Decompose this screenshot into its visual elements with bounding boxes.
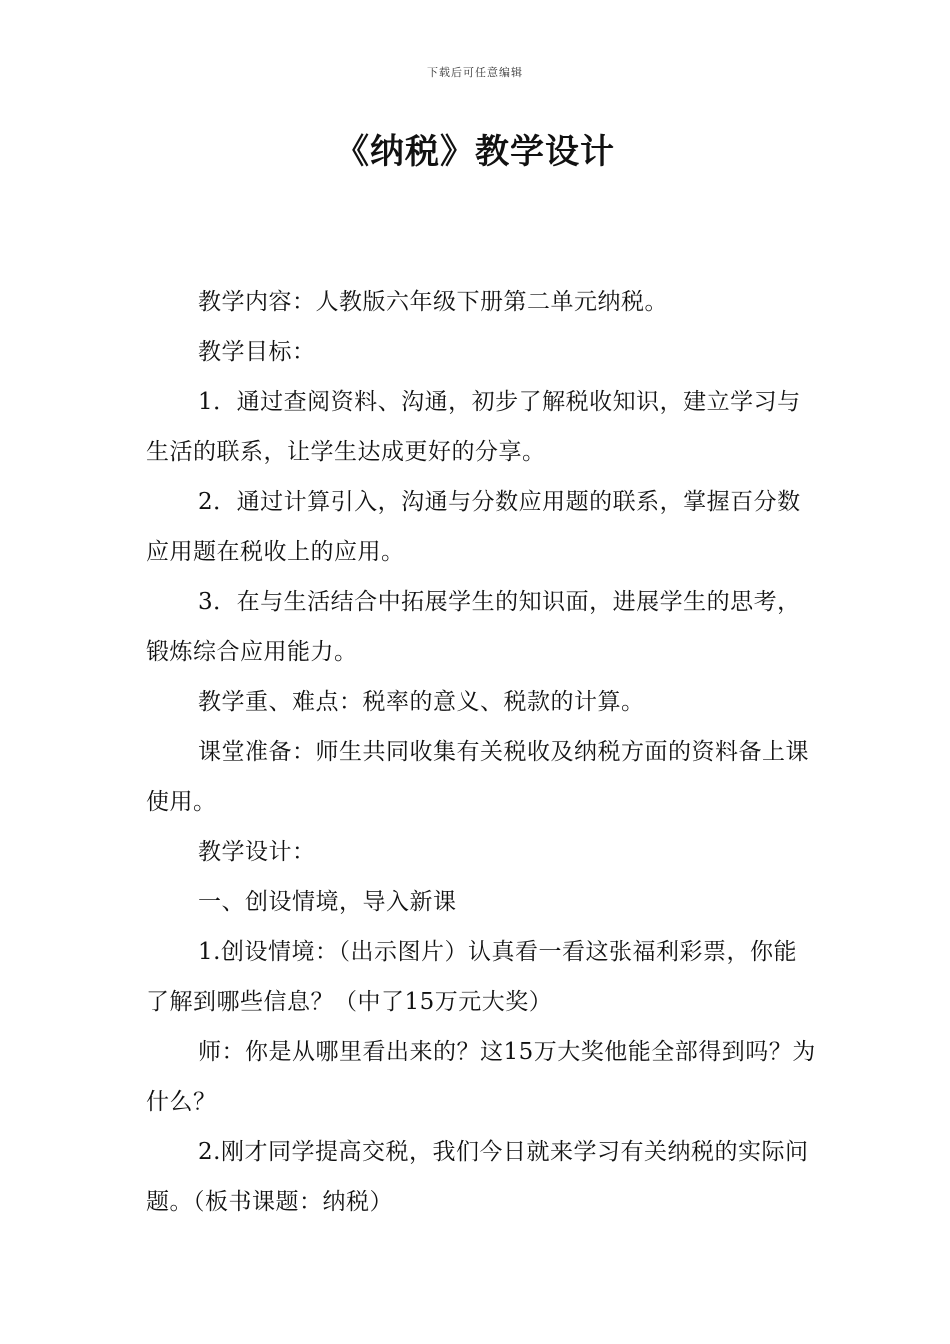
paragraph-teaching-goals-heading: 教学目标： <box>198 339 316 365</box>
paragraph-design-heading: 教学设计： <box>198 839 316 865</box>
paragraph-goal-2: 2．通过计算引入，沟通与分数应用题的联系，掌握百分数应用题在税收上的应用。 <box>146 489 801 565</box>
header-note: 下载后可任意编辑 <box>427 66 523 79</box>
paragraph-section-1-heading: 一、创设情境，导入新课 <box>198 889 457 915</box>
paragraph-preparation: 课堂准备：师生共同收集有关税收及纳税方面的资料备上课使用。 <box>146 739 809 815</box>
paragraph-teacher-question: 师：你是从哪里看出来的？这15万大奖他能全部得到吗？为什么？ <box>146 1039 816 1115</box>
paragraph-step-2: 2.刚才同学提高交税，我们今日就来学习有关纳税的实际问题。（板书课题：纳税） <box>146 1139 809 1215</box>
paragraph-goal-1: 1．通过查阅资料、沟通，初步了解税收知识，建立学习与生活的联系，让学生达成更好的分享。 <box>146 389 801 465</box>
paragraph-key-points: 教学重、难点：税率的意义、税款的计算。 <box>198 689 645 715</box>
paragraph-teaching-content: 教学内容：人教版六年级下册第二单元纳税。 <box>198 289 668 315</box>
document-body <box>146 277 816 1227</box>
document-title: 《纳税》教学设计 <box>335 132 615 172</box>
paragraph-step-1: 1.创设情境：（出示图片）认真看一看这张福利彩票，你能了解到哪些信息？（中了15万元大奖） <box>146 939 797 1015</box>
paragraph-goal-3: 3．在与生活结合中拓展学生的知识面，进展学生的思考，锻炼综合应用能力。 <box>146 589 801 665</box>
